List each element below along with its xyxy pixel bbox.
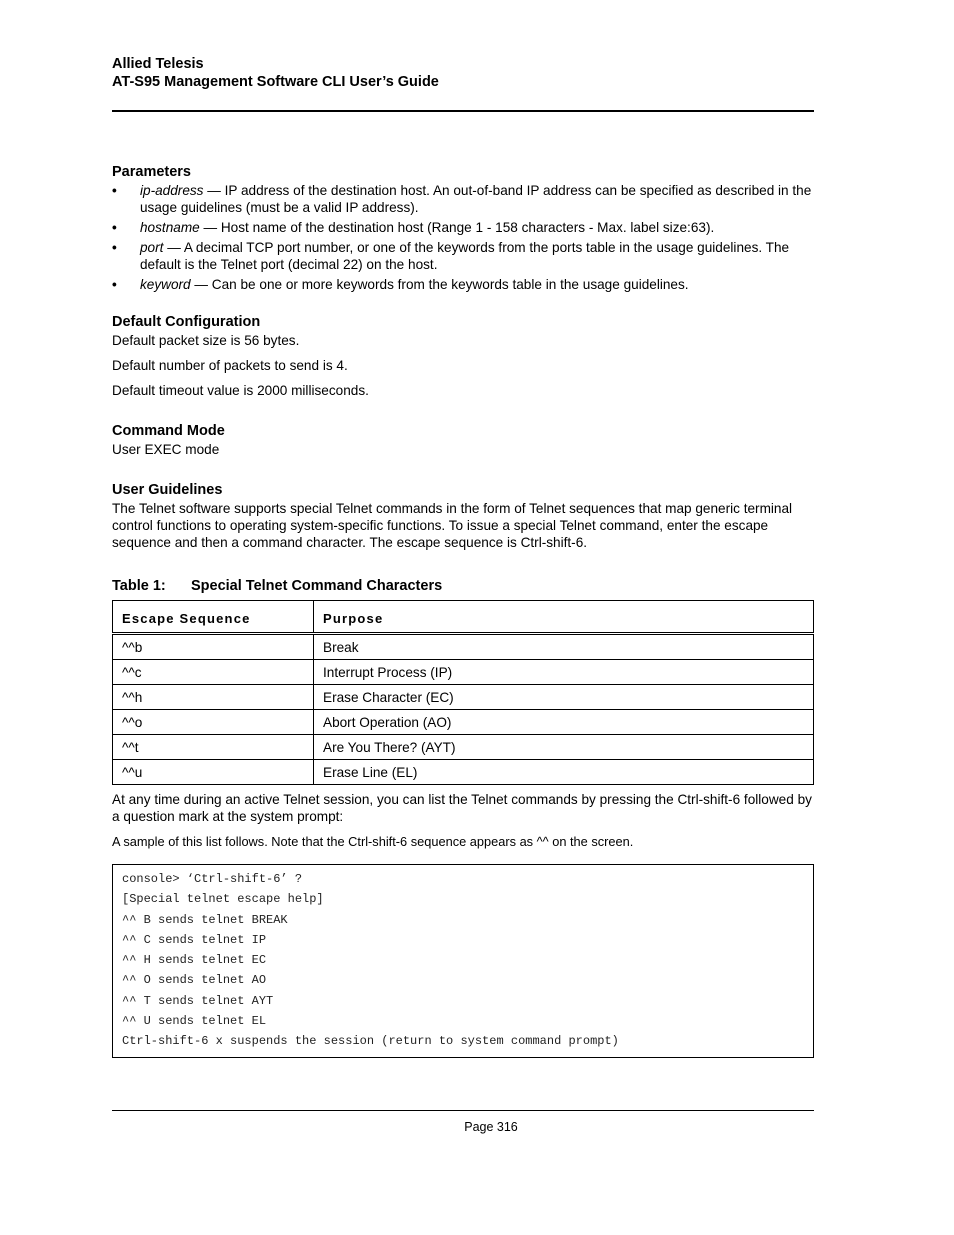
column-header-purpose: Purpose	[314, 601, 814, 634]
parameter-item	[112, 276, 814, 293]
parameter-item	[112, 219, 814, 236]
bullet-icon: •	[112, 220, 117, 235]
footer-rule	[112, 1110, 814, 1111]
table-caption-number: Table 1:	[112, 578, 166, 594]
table-row	[113, 685, 814, 710]
table-row	[113, 735, 814, 760]
parameters-heading: Parameters	[112, 164, 191, 180]
code-sample-box	[112, 864, 814, 1058]
bullet-icon: •	[112, 277, 117, 292]
code-line: ^^ T sends telnet AYT	[122, 993, 274, 1008]
user-guidelines-text: The Telnet software supports special Telnet commands in the form of Telnet sequences that map generic terminal control functions to operating system-specific functions. To issue a special Telnet command, enter the escape sequence and then a command character. The escape sequence is Ctrl-shift-6.	[112, 501, 793, 550]
table-row	[113, 760, 814, 785]
code-line: ^^ B sends telnet BREAK	[122, 912, 288, 927]
parameter-term: keyword	[140, 277, 191, 292]
purpose-cell: Are You There? (AYT)	[314, 735, 814, 760]
code-line: console> ‘Ctrl-shift-6’ ?	[122, 872, 303, 886]
parameter-desc: — Host name of the destination host (Range 1 - 158 characters - Max. label size:63).	[199, 220, 715, 235]
parameter-term: port	[140, 240, 164, 255]
default-config-heading: Default Configuration	[112, 314, 261, 330]
table-row	[113, 634, 814, 660]
escape-sequence-cell: ^^b	[113, 634, 314, 660]
escape-sequence-cell: ^^u	[113, 760, 314, 785]
default-config-line: Default number of packets to send is 4.	[112, 358, 348, 373]
page-number: Page 316	[464, 1120, 518, 1134]
table-row	[113, 660, 814, 685]
escape-sequence-cell: ^^h	[113, 685, 314, 710]
bullet-icon: •	[112, 240, 117, 255]
page-content	[112, 163, 814, 1058]
purpose-cell: Erase Line (EL)	[314, 760, 814, 785]
code-line: ^^ O sends telnet AO	[122, 973, 267, 988]
escape-sequence-cell: ^^o	[113, 710, 314, 735]
parameter-term: ip-address	[140, 183, 204, 198]
code-line: [Special telnet escape help]	[122, 892, 324, 907]
purpose-cell: Break	[314, 634, 814, 660]
parameter-desc: — IP address of the destination host. An out-of-band IP address can be specified as described in the usage guidelines (must be a valid IP address).	[140, 183, 812, 215]
parameter-item	[112, 182, 814, 216]
command-mode-text: User EXEC mode	[112, 442, 220, 457]
table-row	[113, 710, 814, 735]
table-header-row	[113, 601, 814, 634]
escape-sequence-cell: ^^c	[113, 660, 314, 685]
parameter-desc: — A decimal TCP port number, or one of the keywords from the ports table in the usage guidelines. The default is the Telnet port (decimal 22) on the host.	[140, 240, 790, 272]
sample-note-paragraph: A sample of this list follows. Note that the Ctrl-shift-6 sequence appears as ^^ on the screen.	[112, 834, 634, 849]
code-line: ^^ C sends telnet IP	[122, 932, 267, 947]
command-mode-heading: Command Mode	[112, 423, 225, 439]
after-table-paragraph: At any time during an active Telnet session, you can list the Telnet commands by pressing the Ctrl-shift-6 followed by a question mark at the system prompt:	[112, 792, 812, 824]
purpose-cell: Erase Character (EC)	[314, 685, 814, 710]
default-config-line: Default timeout value is 2000 milliseconds.	[112, 383, 369, 398]
default-config-line: Default packet size is 56 bytes.	[112, 333, 300, 348]
code-line: ^^ U sends telnet EL	[122, 1014, 267, 1029]
column-header-escape-sequence: Escape Sequence	[113, 601, 314, 634]
telnet-command-table	[112, 600, 814, 785]
code-line: Ctrl-shift-6 x suspends the session (return to system command prompt)	[122, 1034, 619, 1049]
escape-sequence-cell: ^^t	[113, 735, 314, 760]
table-caption-title: Special Telnet Command Characters	[191, 578, 443, 594]
user-guidelines-heading: User Guidelines	[112, 482, 223, 498]
bullet-icon: •	[112, 183, 117, 198]
purpose-cell: Interrupt Process (IP)	[314, 660, 814, 685]
parameters-list	[112, 182, 814, 293]
parameter-desc: — Can be one or more keywords from the keywords table in the usage guidelines.	[190, 277, 689, 292]
code-line: ^^ H sends telnet EC	[122, 953, 267, 968]
table-caption	[112, 577, 814, 596]
header-rule	[112, 110, 814, 112]
purpose-cell: Abort Operation (AO)	[314, 710, 814, 735]
parameter-item	[112, 239, 814, 273]
header-company: Allied Telesis	[112, 56, 204, 72]
header-guide-title: AT-S95 Management Software CLI User’s Guide	[112, 74, 439, 90]
parameter-term: hostname	[140, 220, 200, 235]
